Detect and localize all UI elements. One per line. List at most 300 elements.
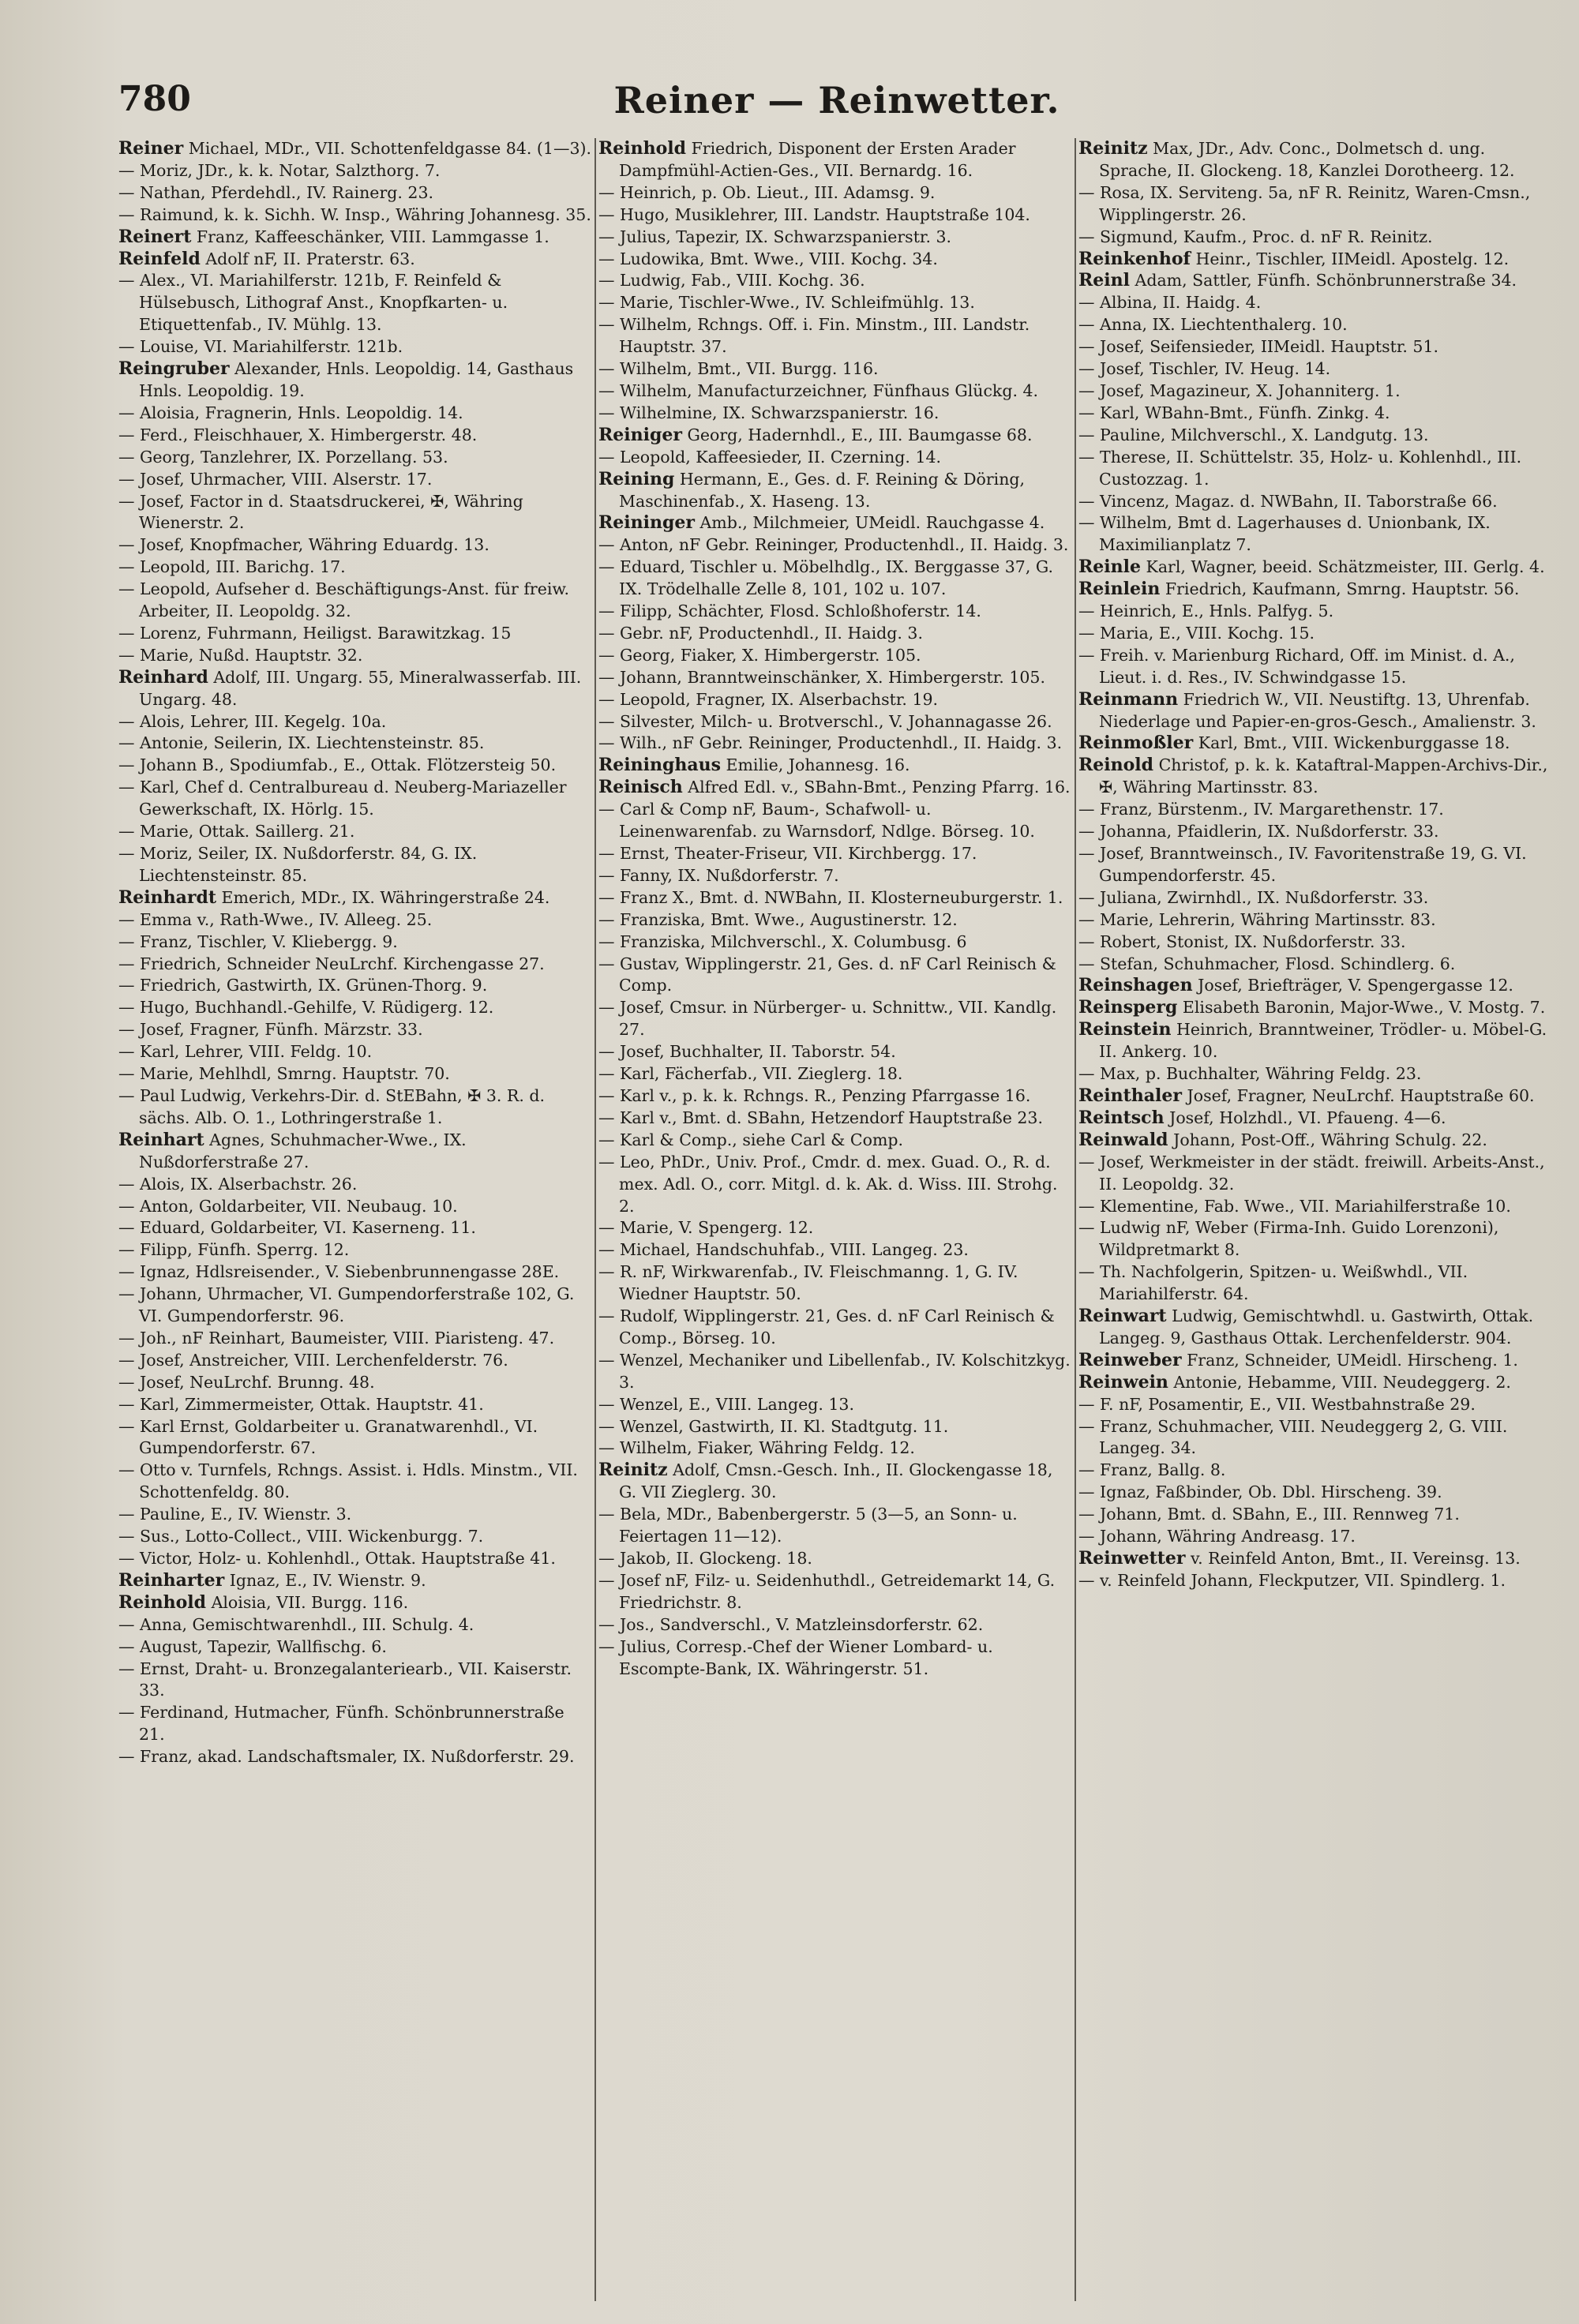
entry-text: — F. nF, Posamentir, E., VII. Westbahnstraße 29. [1078, 1394, 1476, 1414]
entry-text: — Ludowika, Bmt. Wwe., VIII. Kochg. 34. [598, 249, 938, 268]
directory-entry [118, 887, 592, 909]
entry-text: — Lorenz, Fuhrmann, Heiligst. Barawitzkag. 15 [118, 623, 512, 643]
entry-text: — Johann, Branntweinschänker, X. Himbergerstr. 105. [598, 667, 1045, 687]
entry-surname: Reinmann [1078, 688, 1179, 710]
entry-text: — Franz, Tischler, V. Kliebergg. 9. [118, 931, 398, 951]
entry-text: — Karl v., p. k. k. Rchngs. R., Penzing Pfarrgasse 16. [598, 1085, 1031, 1105]
entry-text: Karl, Wagner, beeid. Schätzmeister, III. Gerlg. 4. [1141, 557, 1545, 577]
directory-entry [598, 447, 1072, 469]
directory-entry [1078, 138, 1555, 182]
entry-surname: Reinkenhof [1078, 248, 1191, 269]
entry-text: — Johann, Bmt. d. SBahn, E., III. Rennweg 71. [1078, 1505, 1460, 1524]
entry-text: — Klementine, Fab. Wwe., VII. Mariahilferstraße 10. [1078, 1196, 1511, 1216]
directory-entry [598, 512, 1072, 534]
directory-entry [1078, 1394, 1555, 1416]
entry-text: Max, JDr., Adv. Conc., Dolmetsch d. ung. Sprache, II. Glockeng. 18, Kanzlei Dorotheerg. 12. [1099, 139, 1515, 180]
entry-text: — Johann, Währing Andreasg. 17. [1078, 1527, 1356, 1546]
directory-entry [1078, 579, 1555, 601]
directory-entry [598, 1130, 1072, 1152]
directory-entry [118, 777, 592, 821]
directory-entry [1078, 1085, 1555, 1108]
directory-entry [1078, 249, 1555, 271]
entry-text: — Wilhelm, Bmt., VII. Burgg. 116. [598, 359, 879, 379]
directory-entry [118, 534, 592, 557]
entry-surname: Reinfeld [118, 248, 201, 269]
entry-text: — Moriz, JDr., k. k. Notar, Salzthorg. 7. [118, 160, 441, 180]
directory-entry [118, 1239, 592, 1261]
column-1 [118, 138, 592, 2301]
entry-text: — Wenzel, Mechaniker und Libellenfab., IV. Kolschitzkyg. 3. [598, 1350, 1071, 1392]
directory-entry [118, 336, 592, 358]
entry-text: — Rudolf, Wipplingerstr. 21, Ges. d. nF Carl Reinisch & Comp., Börseg. 10. [598, 1306, 1055, 1348]
directory-entry [118, 182, 592, 204]
directory-entry [598, 689, 1072, 711]
entry-surname: Reinharter [118, 1569, 225, 1591]
entry-text: — Josef, Branntweinsch., IV. Favoritenstraße 19, G. VI. Gumpendorferstr. 45. [1078, 844, 1527, 885]
entry-text: — Paul Ludwig, Verkehrs-Dir. d. StEBahn, ✠ 3. R. d. sächs. Alb. O. 1., Lothringerstraße 1. [118, 1085, 546, 1127]
directory-entry [598, 358, 1072, 380]
directory-entry [598, 1438, 1072, 1460]
directory-entry [1078, 799, 1555, 821]
directory-entry [598, 314, 1072, 358]
directory-entry [1078, 887, 1555, 909]
entry-surname: Reining [598, 468, 675, 489]
entry-text: — Josef, NeuLrchf. Brunng. 48. [118, 1372, 375, 1392]
entry-text: — Anna, Gemischtwarenhdl., III. Schulg. 4. [118, 1614, 474, 1634]
entry-text: — Vincenz, Magaz. d. NWBahn, II. Taborstraße 66. [1078, 491, 1498, 511]
directory-entry [118, 1019, 592, 1041]
directory-entry [1078, 336, 1555, 358]
entry-surname: Reinitz [1078, 138, 1148, 159]
directory-entry [118, 667, 592, 711]
directory-entry [1078, 1526, 1555, 1548]
entry-text: Josef, Briefträger, V. Spengergasse 12. [1192, 976, 1513, 995]
directory-entry [118, 138, 592, 160]
entry-text: — Michael, Handschuhfab., VIII. Langeg. 23. [598, 1240, 969, 1260]
directory-entry [118, 1130, 592, 1174]
directory-entry [1078, 512, 1555, 557]
entry-text: — Marie, Nußd. Hauptstr. 32. [118, 645, 363, 665]
entry-text: — Marie, Mehlhdl, Smrng. Hauptstr. 70. [118, 1064, 450, 1084]
entry-text: — Josef, Werkmeister in der städt. freiwill. Arbeits-Anst., II. Leopoldg. 32. [1078, 1152, 1545, 1194]
entry-text: — Louise, VI. Mariahilferstr. 121b. [118, 337, 403, 357]
entry-text: — Stefan, Schuhmacher, Flosd. Schindlerg. 6. [1078, 954, 1456, 973]
directory-entry [1078, 403, 1555, 425]
entry-text: — Moriz, Seiler, IX. Nußdorferstr. 84, G. IX. Liechtensteinstr. 85. [118, 844, 478, 885]
entry-surname: Reinstein [1078, 1019, 1172, 1040]
entry-text: — Johann B., Spodiumfab., E., Ottak. Flötzersteig 50. [118, 755, 557, 775]
directory-entry [598, 1152, 1072, 1218]
entry-text: — Therese, II. Schüttelstr. 35, Holz- u. Kohlenhdl., III. Custozzag. 1. [1078, 447, 1522, 489]
entry-text: — Freih. v. Marienburg Richard, Off. im Minist. d. A., Lieut. i. d. Res., IV. Schwindgasse 15. [1078, 645, 1515, 687]
directory-entry [598, 645, 1072, 667]
entry-text: — Franziska, Milchverschl., X. Columbusg. 6 [598, 931, 967, 951]
directory-entry [598, 667, 1072, 689]
entry-text: — Franz, akad. Landschaftsmaler, IX. Nußdorferstr. 29. [118, 1747, 575, 1767]
directory-entry [118, 623, 592, 645]
directory-entry [118, 1592, 592, 1614]
directory-entry [598, 1217, 1072, 1239]
directory-entry [598, 270, 1072, 292]
entry-text: — Anna, IX. Liechtenthalerg. 10. [1078, 315, 1348, 335]
entry-text: — Joh., nF Reinhart, Baumeister, VIII. Piaristeng. 47. [118, 1328, 555, 1348]
directory-entry [598, 954, 1072, 998]
entry-surname: Reinhold [118, 1591, 207, 1613]
entry-text: Josef, Holzhdl., VI. Pfaueng. 4—6. [1164, 1108, 1446, 1127]
entry-text: Ludwig, Gemischtwhdl. u. Gastwirth, Ottak. Langeg. 9, Gasthaus Ottak. Lerchenfelderstr. 904. [1099, 1306, 1534, 1348]
entry-text: — Karl, WBahn-Bmt., Fünfh. Zinkg. 4. [1078, 403, 1390, 422]
entry-text: — Pauline, Milchverschl., X. Landgutg. 13. [1078, 425, 1429, 444]
directory-entry [118, 1328, 592, 1350]
directory-entry [598, 777, 1072, 799]
entry-text: — Maria, E., VIII. Kochg. 15. [1078, 623, 1315, 643]
directory-entry [1078, 954, 1555, 976]
entry-text: v. Reinfeld Anton, Bmt., II. Vereinsg. 13. [1185, 1549, 1521, 1568]
entry-text: — Georg, Fiaker, X. Himbergerstr. 105. [598, 645, 921, 665]
directory-entry [118, 1702, 592, 1746]
entry-text: Alfred Edl. v., SBahn-Bmt., Penzing Pfarrg. 16. [682, 778, 1071, 797]
entry-surname: Reingruber [118, 358, 230, 380]
entry-surname: Reininghaus [598, 755, 721, 776]
directory-entry [598, 380, 1072, 403]
directory-entry [118, 1196, 592, 1218]
directory-entry [598, 799, 1072, 843]
entry-text: Alexander, Hnls. Leopoldig. 14, Gasthaus Hnls. Leopoldig. 19. [139, 359, 574, 400]
directory-entry [598, 1548, 1072, 1570]
entry-text: — Leo, PhDr., Univ. Prof., Cmdr. d. mex. Guad. O., R. d. mex. Adl. O., corr. Mitgl. d. k. Ak. d. Wiss. III. Strohg. 2. [598, 1152, 1058, 1216]
entry-text: Adam, Sattler, Fünfh. Schönbrunnerstraße 34. [1130, 271, 1517, 290]
directory-entry [1078, 270, 1555, 292]
entry-text: Hermann, E., Ges. d. F. Reining & Döring, Maschinenfab., X. Haseng. 13. [619, 469, 1026, 511]
entry-text: — Leopold, III. Barichg. 17. [118, 557, 346, 577]
directory-entry [1078, 1063, 1555, 1085]
directory-entry [1078, 821, 1555, 843]
directory-entry [118, 1460, 592, 1504]
entry-surname: Reinwetter [1078, 1548, 1186, 1569]
directory-entry [598, 425, 1072, 447]
directory-entry [1078, 447, 1555, 491]
entry-surname: Reinmoßler [1078, 733, 1194, 754]
entry-text: — Karl, Lehrer, VIII. Feldg. 10. [118, 1042, 373, 1062]
directory-entry [1078, 755, 1555, 799]
entry-text: — Sus., Lotto-Collect., VIII. Wickenburgg. 7. [118, 1527, 484, 1546]
directory-entry [118, 358, 592, 403]
entry-text: — Karl, Zimmermeister, Ottak. Hauptstr. 41. [118, 1394, 484, 1414]
directory-entry [118, 579, 592, 623]
directory-entry [118, 1416, 592, 1460]
directory-entry [598, 1306, 1072, 1350]
entry-text: — Karl Ernst, Goldarbeiter u. Granatwarenhdl., VI. Gumpendorferstr. 67. [118, 1416, 538, 1458]
entry-text: — Franziska, Bmt. Wwe., Augustinerstr. 12. [598, 909, 958, 929]
entry-text: — Ernst, Theater-Friseur, VII. Kirchbergg. 17. [598, 844, 977, 863]
directory-entry [598, 887, 1072, 909]
directory-entry [1078, 1130, 1555, 1152]
directory-entry [118, 469, 592, 491]
directory-entry [1078, 733, 1555, 755]
entry-surname: Reininger [598, 512, 695, 534]
directory-entry [1078, 1570, 1555, 1592]
page-number: 780 [118, 79, 191, 119]
directory-entry [1078, 1108, 1555, 1130]
entry-text: — Josef, Anstreicher, VIII. Lerchenfelderstr. 76. [118, 1350, 508, 1370]
directory-entry [598, 623, 1072, 645]
entry-text: — Wenzel, E., VIII. Langeg. 13. [598, 1394, 854, 1414]
directory-entry [598, 1261, 1072, 1306]
entry-text: — Johann, Uhrmacher, VI. Gumpendorferstraße 102, G. VI. Gumpendorferstr. 96. [118, 1284, 575, 1326]
directory-entry [118, 931, 592, 954]
directory-entry [1078, 843, 1555, 887]
directory-entry [598, 557, 1072, 601]
directory-entry [118, 1504, 592, 1526]
directory-entry [598, 249, 1072, 271]
directory-entry [598, 182, 1072, 204]
directory-entry [118, 975, 592, 997]
entry-text: — Julius, Tapezir, IX. Schwarzspanierstr. 3. [598, 227, 952, 246]
directory-entry [118, 645, 592, 667]
directory-entry [1078, 1460, 1555, 1482]
entry-text: — Gustav, Wipplingerstr. 21, Ges. d. nF Carl Reinisch & Comp. [598, 954, 1056, 995]
directory-entry [1078, 292, 1555, 314]
entry-text: — Albina, II. Haidg. 4. [1078, 293, 1262, 313]
entry-text: — Josef, Seifensieder, IIMeidl. Hauptstr. 51. [1078, 337, 1439, 357]
entry-text: — Wilh., nF Gebr. Reininger, Productenhdl., II. Haidg. 3. [598, 733, 1063, 753]
entry-text: Adolf, Cmsn.-Gesch. Inh., II. Glockengasse 18, G. VII Zieglerg. 30. [619, 1460, 1053, 1502]
directory-entry [598, 227, 1072, 249]
directory-entry [1078, 1548, 1555, 1570]
directory-entry [598, 1063, 1072, 1085]
directory-entry [118, 1174, 592, 1196]
directory-entry [1078, 689, 1555, 733]
entry-text: — Marie, Tischler-Wwe., IV. Schleifmühlg. 13. [598, 293, 975, 313]
directory-entry [118, 711, 592, 733]
entry-surname: Reinwein [1078, 1371, 1168, 1393]
entry-text: — Julius, Corresp.-Chef der Wiener Lombard- u. Escompte-Bank, IX. Währingerstr. 51. [598, 1636, 993, 1678]
entry-text: Emerich, MDr., IX. Währingerstraße 24. [216, 887, 550, 907]
entry-surname: Reinisch [598, 777, 683, 798]
directory-entry [598, 601, 1072, 623]
entry-text: — Robert, Stonist, IX. Nußdorferstr. 33. [1078, 931, 1406, 951]
entry-text: — Wenzel, Gastwirth, II. Kl. Stadtgutg. 11. [598, 1416, 949, 1436]
entry-text: — Max, p. Buchhalter, Währing Feldg. 23. [1078, 1064, 1422, 1084]
entry-surname: Reinshagen [1078, 975, 1193, 996]
entry-text: — Alois, IX. Alserbachstr. 26. [118, 1174, 358, 1194]
directory-entry [118, 1085, 592, 1130]
entry-text: Adolf nF, II. Praterstr. 63. [200, 249, 415, 268]
entry-text: — Franz, Schuhmacher, VIII. Neudeggerg 2, G. VIII. Langeg. 34. [1078, 1416, 1508, 1458]
entry-surname: Reinl [1078, 270, 1130, 291]
directory-entry [1078, 380, 1555, 403]
entry-surname: Reinitz [598, 1460, 668, 1481]
entry-text: — Ferdinand, Hutmacher, Fünfh. Schönbrunnerstraße 21. [118, 1703, 564, 1745]
directory-entry [598, 1636, 1072, 1681]
entry-text: Karl, Bmt., VIII. Wickenburggasse 18. [1193, 733, 1510, 753]
entry-text: — Bela, MDr., Babenbergerstr. 5 (3—5, an Sonn- u. Feiertagen 11—12). [598, 1505, 1018, 1546]
entry-text: — Ernst, Draht- u. Bronzegalanteriearb., VII. Kaiserstr. 33. [118, 1659, 572, 1700]
running-title: Reiner — Reinwetter. [613, 79, 1060, 122]
directory-entry [118, 557, 592, 579]
entry-text: Friedrich W., VII. Neustiftg. 13, Uhrenfab. Niederlage und Papier-en-gros-Gesch., Amalienstr. 3. [1099, 689, 1536, 731]
entry-text: — August, Tapezir, Wallfischg. 6. [118, 1636, 387, 1656]
entry-text: — Jos., Sandverschl., V. Matzleinsdorferstr. 62. [598, 1614, 984, 1634]
entry-text: — Hugo, Buchhandl.-Gehilfe, V. Rüdigerg. 12. [118, 998, 494, 1018]
directory-entry [118, 1746, 592, 1768]
entry-text: — Rosa, IX. Serviteng. 5a, nF R. Reinitz, Waren-Cmsn., Wipplingerstr. 26. [1078, 182, 1531, 224]
directory-entry [598, 931, 1072, 954]
directory-entry [1078, 182, 1555, 227]
directory-entry [118, 447, 592, 469]
directory-entry [598, 204, 1072, 227]
directory-entry [118, 733, 592, 755]
entry-text: Friedrich, Disponent der Ersten Arader Dampfmühl-Actien-Ges., VII. Bernardg. 16. [619, 139, 1016, 180]
entry-text: Elisabeth Baronin, Major-Wwe., V. Mostg. 7. [1177, 998, 1546, 1018]
entry-text: — Karl, Fächerfab., VII. Zieglerg. 18. [598, 1064, 903, 1084]
entry-text: — Anton, nF Gebr. Reininger, Productenhdl., II. Haidg. 3. [598, 535, 1069, 555]
entry-surname: Reinthaler [1078, 1085, 1182, 1106]
entry-text: Johann, Post-Off., Währing Schulg. 22. [1168, 1130, 1487, 1149]
entry-text: — Juliana, Zwirnhdl., IX. Nußdorferstr. 33. [1078, 887, 1429, 907]
entry-text: — Heinrich, E., Hnls. Palfyg. 5. [1078, 602, 1334, 621]
directory-entry [598, 534, 1072, 557]
entry-text: — Aloisia, Fragnerin, Hnls. Leopoldig. 14. [118, 403, 463, 422]
entry-text: — Josef nF, Filz- u. Seidenhuthdl., Getreidemarkt 14, G. Friedrichstr. 8. [598, 1570, 1056, 1612]
directory-entry [118, 403, 592, 425]
entry-text: — Silvester, Milch- u. Brotverschl., V. Johannagasse 26. [598, 711, 1052, 731]
directory-entry [118, 954, 592, 976]
entry-text: Emilie, Johannesg. 16. [721, 755, 910, 775]
directory-entry [1078, 1416, 1555, 1460]
entry-text: — Ferd., Fleischhauer, X. Himbergerstr. 48. [118, 425, 478, 444]
entry-text: Aloisia, VII. Burgg. 116. [206, 1592, 409, 1612]
directory-entry [118, 755, 592, 777]
entry-text: — Georg, Tanzlehrer, IX. Porzellang. 53. [118, 447, 448, 467]
entry-text: — Ignaz, Faßbinder, Ob. Dbl. Hirscheng. 39. [1078, 1482, 1442, 1502]
entry-text: — Friedrich, Gastwirth, IX. Grünen-Thorg. 9. [118, 976, 488, 995]
directory-entry [118, 1063, 592, 1085]
directory-entry [1078, 1217, 1555, 1261]
directory-entry [118, 1217, 592, 1239]
directory-entry [118, 909, 592, 931]
directory-entry [1078, 975, 1555, 997]
entry-text: Heinr., Tischler, IIMeidl. Apostelg. 12. [1191, 249, 1510, 268]
entry-text: Franz, Schneider, UMeidl. Hirscheng. 1. [1181, 1350, 1518, 1370]
directory-entry [598, 733, 1072, 755]
entry-surname: Reinhardt [118, 886, 217, 908]
directory-entry [598, 1108, 1072, 1130]
entry-text: Ignaz, E., IV. Wienstr. 9. [224, 1570, 426, 1590]
directory-entry [1078, 1152, 1555, 1196]
directory-entry [598, 755, 1072, 777]
entry-text: — Marie, V. Spengerg. 12. [598, 1218, 814, 1238]
directory-entry [598, 1350, 1072, 1394]
entry-text: Michael, MDr., VII. Schottenfeldgasse 84. (1—3). [183, 139, 592, 158]
entry-text: — Karl, Chef d. Centralbureau d. Neuberg-Mariazeller Gewerkschaft, IX. Hörlg. 15. [118, 778, 567, 819]
entry-text: — Josef, Fragner, Fünfh. Märzstr. 33. [118, 1020, 423, 1040]
entry-text: — Wilhelmine, IX. Schwarzspanierstr. 16. [598, 403, 940, 422]
directory-entry [598, 909, 1072, 931]
directory-entry [118, 160, 592, 182]
entry-text: — R. nF, Wirkwarenfab., IV. Fleischmanng. 1, G. IV. Wiedner Hauptstr. 50. [598, 1262, 1018, 1304]
directory-entry [1078, 1261, 1555, 1306]
directory-entry [598, 1041, 1072, 1063]
entry-text: — v. Reinfeld Johann, Fleckputzer, VII. Spindlerg. 1. [1078, 1570, 1506, 1590]
directory-entry [598, 138, 1072, 182]
directory-entry [1078, 645, 1555, 689]
entry-text: — Nathan, Pferdehdl., IV. Rainerg. 23. [118, 182, 433, 202]
entry-columns [118, 138, 1555, 2301]
directory-entry [598, 1394, 1072, 1416]
entry-surname: Reinwald [1078, 1129, 1168, 1150]
directory-entry [118, 1570, 592, 1592]
entry-surname: Reinhard [118, 666, 208, 688]
entry-text: Agnes, Schuhmacher-Wwe., IX. Nußdorferstraße 27. [139, 1130, 467, 1171]
entry-text: — Friedrich, Schneider NeuLrchf. Kirchengasse 27. [118, 954, 545, 973]
entry-text: — Carl & Comp nF, Baum-, Schafwoll- u. Leinenwarenfab. zu Warnsdorf, Ndlge. Börseg. 10. [598, 800, 1035, 842]
directory-entry [598, 1504, 1072, 1548]
entry-text: Christof, p. k. k. Kataftral-Mappen-Archivs-Dir., ✠, Währing Martinsstr. 83. [1099, 755, 1548, 797]
entry-surname: Reinhold [598, 138, 687, 159]
directory-entry [1078, 1350, 1555, 1372]
directory-entry [1078, 314, 1555, 336]
directory-entry [118, 425, 592, 447]
entry-surname: Reinle [1078, 557, 1141, 578]
directory-entry [1078, 491, 1555, 513]
directory-entry [118, 249, 592, 271]
directory-entry [598, 469, 1072, 513]
entry-text: — Franz, Bürstenm., IV. Margarethenstr. 17. [1078, 800, 1444, 819]
entry-surname: Reinweber [1078, 1349, 1182, 1370]
directory-entry [118, 821, 592, 843]
directory-entry [1078, 601, 1555, 623]
entry-text: — Josef, Cmsur. in Nürberger- u. Schnittw., VII. Kandlg. 27. [598, 998, 1057, 1040]
entry-text: — Franz, Ballg. 8. [1078, 1460, 1226, 1480]
entry-text: — Marie, Ottak. Saillerg. 21. [118, 822, 355, 842]
entry-text: — Josef, Magazineur, X. Johanniterg. 1. [1078, 380, 1401, 400]
directory-entry [118, 1394, 592, 1416]
entry-text: — Eduard, Tischler u. Möbelhdlg., IX. Berggasse 37, G. IX. Trödelhalle Zelle 8, 101, 102 u. 107. [598, 557, 1054, 599]
directory-entry [1078, 227, 1555, 249]
directory-entry [118, 1548, 592, 1570]
entry-surname: Reiner [118, 138, 184, 159]
directory-entry [598, 1239, 1072, 1261]
directory-entry [118, 1636, 592, 1659]
entry-text: — Eduard, Goldarbeiter, VI. Kaserneng. 11. [118, 1218, 476, 1238]
entry-text: — Johanna, Pfaidlerin, IX. Nußdorferstr. 33. [1078, 822, 1439, 842]
directory-entry [1078, 931, 1555, 954]
column-3 [1078, 138, 1555, 2301]
entry-text: Friedrich, Kaufmann, Smrng. Hauptstr. 56. [1160, 579, 1520, 599]
directory-entry [118, 1350, 592, 1372]
directory-entry [118, 1526, 592, 1548]
entry-text: — Jakob, II. Glockeng. 18. [598, 1549, 812, 1568]
entry-text: Franz, Kaffeeschänker, VIII. Lammgasse 1. [191, 227, 549, 246]
entry-surname: Reinert [118, 226, 192, 247]
entry-text: — Ludwig, Fab., VIII. Kochg. 36. [598, 271, 865, 290]
entry-text: — Leopold, Aufseher d. Beschäftigungs-Anst. für freiw. Arbeiter, II. Leopoldg. 32. [118, 579, 570, 621]
entry-text: — Emma v., Rath-Wwe., IV. Alleeg. 25. [118, 909, 433, 929]
entry-text: — Leopold, Kaffeesieder, II. Czerning. 14. [598, 447, 942, 467]
directory-entry [598, 1614, 1072, 1636]
directory-entry [118, 843, 592, 887]
directory-entry [118, 204, 592, 227]
entry-text: — Raimund, k. k. Sichh. W. Insp., Währing Johannesg. 35. [118, 204, 591, 224]
directory-entry [1078, 1504, 1555, 1526]
entry-text: — Wilhelm, Rchngs. Off. i. Fin. Minstm., III. Landstr. Hauptstr. 37. [598, 315, 1030, 357]
entry-surname: Reinwart [1078, 1306, 1167, 1327]
directory-entry [1078, 1372, 1555, 1394]
entry-text: — Filipp, Schächter, Flosd. Schloßhoferstr. 14. [598, 602, 981, 621]
entry-text: — Sigmund, Kaufm., Proc. d. nF R. Reinitz. [1078, 227, 1433, 246]
entry-text: — Fanny, IX. Nußdorferstr. 7. [598, 865, 839, 885]
